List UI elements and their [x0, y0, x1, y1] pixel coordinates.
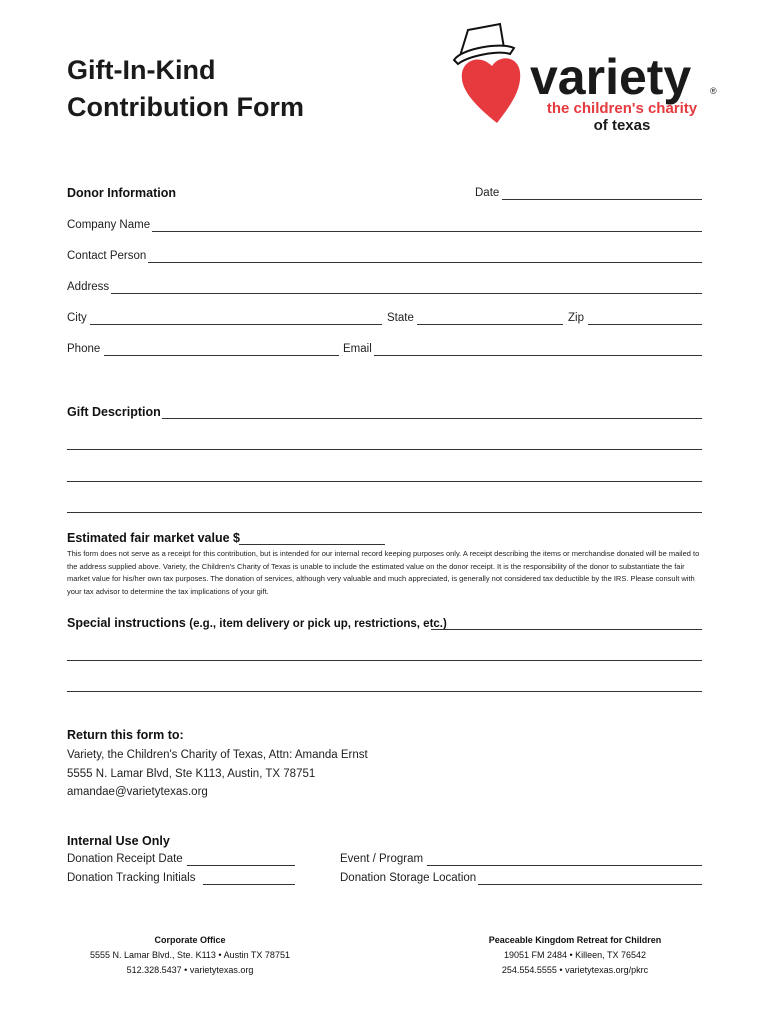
logo-tagline-2: of texas	[593, 117, 651, 134]
email-field[interactable]	[374, 355, 702, 356]
date-field[interactable]	[502, 199, 702, 200]
return-email: amandae@varietytexas.org	[67, 786, 208, 798]
receipt-date-field[interactable]	[187, 865, 295, 866]
state-field[interactable]	[417, 324, 563, 325]
return-heading: Return this form to:	[67, 728, 184, 742]
variety-logo	[452, 18, 727, 138]
footer-corporate	[60, 933, 320, 978]
storage-location-field[interactable]	[478, 884, 702, 885]
gift-field-line-1[interactable]	[162, 418, 702, 419]
footer-pkrc	[440, 933, 710, 978]
fmv-field[interactable]	[239, 544, 385, 545]
special-heading: Special instructions (e.g., item delivery or pick up, restrictions, etc.)	[67, 616, 447, 630]
special-field-line-3[interactable]	[67, 691, 702, 692]
donor-heading: Donor Information	[67, 186, 177, 200]
phone-field[interactable]	[104, 355, 339, 356]
page-title	[67, 52, 304, 126]
gift-field-line-3[interactable]	[67, 481, 702, 482]
footer-pkrc-line-1: 19051 FM 2484 • Killeen, TX 76542	[503, 950, 647, 960]
company-field[interactable]	[152, 231, 702, 232]
contact-field[interactable]	[148, 262, 702, 263]
title-line-1: Gift-In-Kind	[67, 55, 216, 85]
event-program-field[interactable]	[427, 865, 702, 866]
gift-field-line-2[interactable]	[67, 449, 702, 450]
phone-label: Phone	[67, 343, 101, 355]
state-label: State	[387, 312, 414, 324]
return-address	[67, 746, 368, 802]
footer-corporate-line-2: 512.328.5437 • varietytexas.org	[126, 965, 254, 975]
date-label: Date	[475, 187, 500, 199]
event-program-label: Event / Program	[340, 853, 424, 865]
gift-heading: Gift Description	[67, 405, 161, 419]
city-field[interactable]	[90, 324, 382, 325]
address-label: Address	[67, 281, 110, 293]
receipt-date-label: Donation Receipt Date	[67, 853, 183, 865]
gift-field-line-4[interactable]	[67, 512, 702, 513]
company-label: Company Name	[67, 219, 151, 231]
logo-wordmark: variety	[530, 49, 692, 105]
zip-field[interactable]	[588, 324, 702, 325]
footer-pkrc-line-2: 254.554.5555 • varietytexas.org/pkrc	[501, 965, 649, 975]
internal-heading: Internal Use Only	[67, 834, 170, 848]
heart-icon	[462, 58, 520, 123]
tracking-initials-label: Donation Tracking Initials	[67, 872, 196, 884]
top-hat-icon	[454, 24, 514, 64]
special-field-line-1[interactable]	[431, 629, 702, 630]
title-line-2: Contribution Form	[67, 92, 304, 122]
return-line-2: 5555 N. Lamar Blvd, Ste K113, Austin, TX 78751	[67, 767, 316, 780]
tracking-initials-field[interactable]	[203, 884, 295, 885]
email-label: Email	[343, 343, 372, 355]
contact-label: Contact Person	[67, 250, 147, 262]
fmv-disclaimer: This form does not serve as a receipt for this contribution, but is intended for our internal record keeping purposes only. A receipt describing the items or merchandise donated will be mailed to the address supplied above. Variety, the Children's Charity of Texas is unable to include the estimated value on the donor receipt. It is the responsibility of the donor to substantiate the fair market value for his/her own tax purposes. The donation of services, although very valuable and much appreciated, is generally not considered tax deductible by the IRS. Please consult with your tax advisor to determine the tax implications of your gift.	[67, 549, 700, 597]
storage-location-label: Donation Storage Location	[340, 872, 477, 884]
footer-corporate-title: Corporate Office	[154, 935, 226, 945]
zip-label: Zip	[568, 312, 584, 324]
svg-text:®: ®	[710, 86, 717, 96]
fmv-heading: Estimated fair market value $	[67, 531, 240, 545]
address-field[interactable]	[111, 293, 702, 294]
return-line-1: Variety, the Children's Charity of Texas, Attn: Amanda Ernst	[67, 749, 368, 761]
footer-corporate-line-1: 5555 N. Lamar Blvd., Ste. K113 • Austin TX 78751	[90, 950, 290, 960]
logo-tagline-1: the children's charity	[546, 100, 698, 117]
footer-pkrc-title: Peaceable Kingdom Retreat for Children	[488, 935, 662, 945]
special-field-line-2[interactable]	[67, 660, 702, 661]
city-label: City	[67, 312, 87, 324]
